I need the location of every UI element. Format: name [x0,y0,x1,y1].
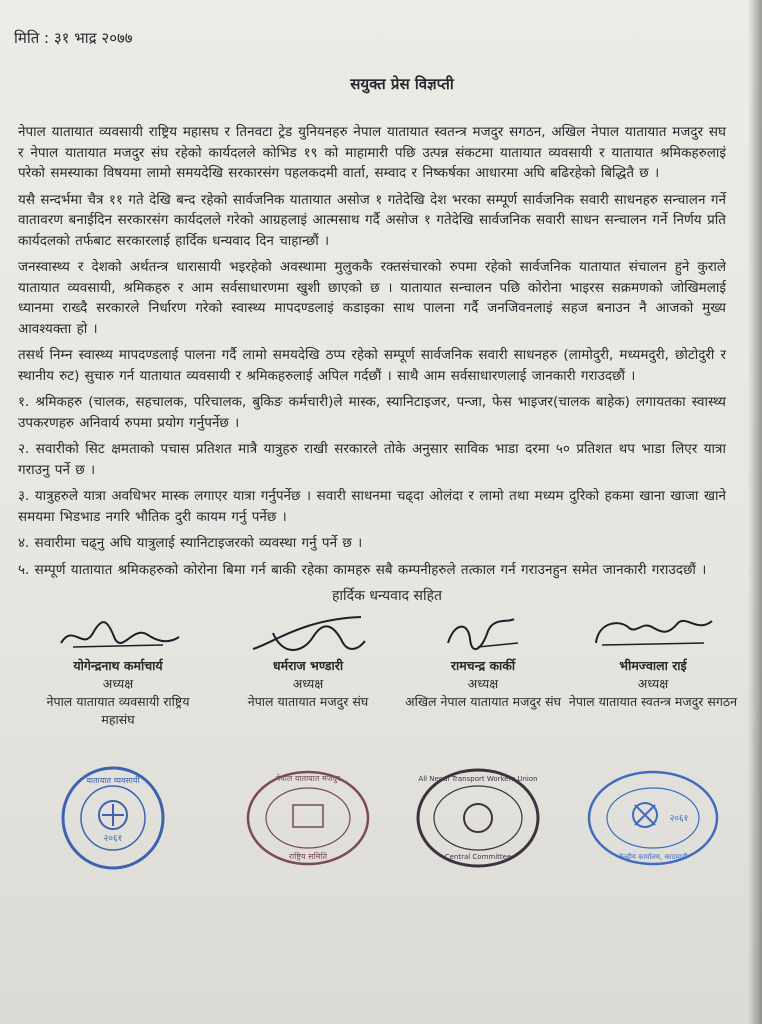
organization-stamp [413,763,543,873]
svg-text:राष्ट्रिय समिति: राष्ट्रिय समिति [288,852,328,861]
closing-line: हार्दिक धन्यवाद सहित [332,588,442,604]
svg-text:केन्द्रीय कार्यालय, काठमाडौं: केन्द्रीय कार्यालय, काठमाडौं [618,853,688,861]
signatory-org: अखिल नेपाल यातायात मजदुर संघ [405,694,561,709]
signatory-4 [563,613,743,711]
point-item: २. सवारीको सिट क्षमताको पचास प्रतिशत मात्रै यात्रुहरु राखी सरकारले तोके अनुसार साविक भाडा दरमा ५० प्रतिशत थप भाडा लिएर यात्रा गराउनु पर्ने छ । [18,441,726,478]
organization-stamp [583,763,723,873]
point-item: ४. सवारीमा चढ्नु अघि यात्रुलाई स्यानिटाइजरको व्यवस्था गर्नु पर्ने छ । [18,535,363,551]
paragraph: नेपाल यातायात व्यवसायी राष्ट्रिय महासघ र तिनवटा ट्रेड युनियनहरु नेपाल यातायात स्वतन्त्र मजदुर सगठन, अखिल नेपाल यातायात मजदुर सघ र नेपाल यातायात मजदुर संघ रहेको कार्यदलले कोभिड १९ को माहामारी पछि उत्पन्न संकटमा यातायात व्यवसायी र यातायात श्रमिकहरुलाइं परेको समस्याका विषयमा लामो समयदेखि सरकारसंग पहलकदमी वार्ता, सम्वाद र निष्कर्षका आधारमा अघि बढिरहेको बिद्धितै छ । [18,124,726,181]
point-item: १. श्रमिकहरु (चालक, सहचालक, परिचालक, बुकिङ कर्मचारी)ले मास्क, स्यानिटाइजर, पन्जा, फेस भाइजर(चालक बाहेक) लगायतका स्वास्थ्य उपकरणहरु अनिवार्य रुपमा प्रयोग गर्नुपर्नेछ । [18,394,726,431]
signatory-3 [393,613,573,711]
signatory-org: नेपाल यातायात स्वतन्त्र मजदुर सगठन [568,694,738,709]
handwritten-signature [418,613,548,657]
point-item: ३. यात्रुहरुले यात्रा अवधिभर मास्क लगाएर यात्रा गर्नुपर्नेछ । सवारी साधनमा चढ्दा ओलंदा र लामो तथा मध्यम दुरिको हकमा खाना खाजा खाने समयमा भिडभाड नगरि भौतिक दुरी कायम गर्नु पर्नेछ । [18,488,726,525]
signatory-role: अध्यक्ष [102,676,134,691]
signatory-role: अध्यक्ष [467,676,499,691]
signatory-1 [28,613,208,729]
signatory-name: धर्मराज भण्डारी [272,658,344,673]
signatory-role: अध्यक्ष [292,676,324,691]
document-body [18,122,726,580]
svg-text:२०६१: २०६१ [103,834,123,844]
signatory-role: अध्यक्ष [637,676,669,691]
signature-block [18,613,738,763]
handwritten-signature [53,613,183,657]
handwritten-signature [588,613,718,657]
point-item: ५. सम्पूर्ण यातायात श्रमिकहरुको कोरोना बिमा गर्न बाकी रहेका कामहरु सबै कम्पनीहरुले तत्काल गर्न गराउनहुन समेत जानकारी गराउदछौं । [18,561,707,578]
document-date: मिति : ३१ भाद्र २०७७ [14,29,133,47]
svg-text:नेपाल यातायात मजदुर: नेपाल यातायात मजदुर [275,774,341,783]
svg-text:२०६१: २०६१ [669,814,689,824]
signatory-name: रामचन्द्र कार्की [450,658,516,673]
svg-text:Central Committee: Central Committee [444,853,512,861]
signatory-name: भीमज्वाला राई [619,658,687,673]
document-title: सयुक्त प्रेस विज्ञप्ती [350,75,454,93]
signatory-2 [218,613,398,711]
paragraph: जनस्वास्थ्य र देशको अर्थतन्त्र धारासायी भइरहेको अवस्थामा मुलुककै रक्तसंचारको रुपमा रहेको सार्वजनिक यातायात संचालन हुने कुराले यातायात व्यवसायी, श्रमिकहरु र आम सर्वसाधारणमा खुशी छाएको छ । यातायात सन्चालन पछि कोरोना भाइरस सक्रमणको जोखिमलाई ध्यानमा राख्दै सरकारले निर्धारण गरेको स्वास्थ्य मापदण्डलाइं कडाइका साथ पालना गर्दै जनजिवनलाइं सहज बनाउन नै आजको मुख्य आवश्यक्ता हो । [18,259,726,337]
organization-stamp [243,763,373,873]
organization-stamp [58,763,168,873]
signatory-org: नेपाल यातायात मजदुर संघ [247,694,369,709]
paragraph: यसै सन्दर्भमा चैत्र ११ गते देखि बन्द रहेको सार्वजनिक यातायात असोज १ गतेदेखि देश भरका सम्पूर्ण सार्वजनिक सवारी साधनहरु सन्चालन गर्ने वातावरण बनाईदिन सरकारसंग कार्यदलले गरेको आग्रहलाइं आत्मसाथ गर्दै असोज १ गतेदेखि सार्वजनिक सवारी साधन सन्चालन गर्ने निर्णय प्रति कार्यदलको तर्फबाट सरकारलाई हार्दिक धन्यवाद दिन चाहान्छौं । [18,191,726,249]
svg-text:All Nepal Transport Workers Un: All Nepal Transport Workers Union [418,775,538,783]
signatory-org: नेपाल यातायात व्यवसायी राष्ट्रिय महासंघ [46,694,190,727]
signatory-name: योगेन्द्रनाथ कर्माचार्य [73,658,163,673]
stamp-row [18,763,726,883]
svg-text:यातायात व्यवसायी: यातायात व्यवसायी [86,776,140,785]
handwritten-signature [243,613,373,657]
paragraph: तसर्थ निम्न स्वास्थ्य मापदण्डलाई पालना गर्दै लामो समयदेखि ठप्प रहेको सम्पूर्ण सार्वजनिक सवारी साधनहरु (लामोदुरी, मध्यमदुरी, छोटोदुरी र स्थानीय रुट) सुचारु गर्न यातायात व्यवसायी र श्रमिकहरुलाई अपिल गर्दछौं । साथै आम सर्वसाधारणलाई जानकारी गराउदछौं । [18,347,726,384]
